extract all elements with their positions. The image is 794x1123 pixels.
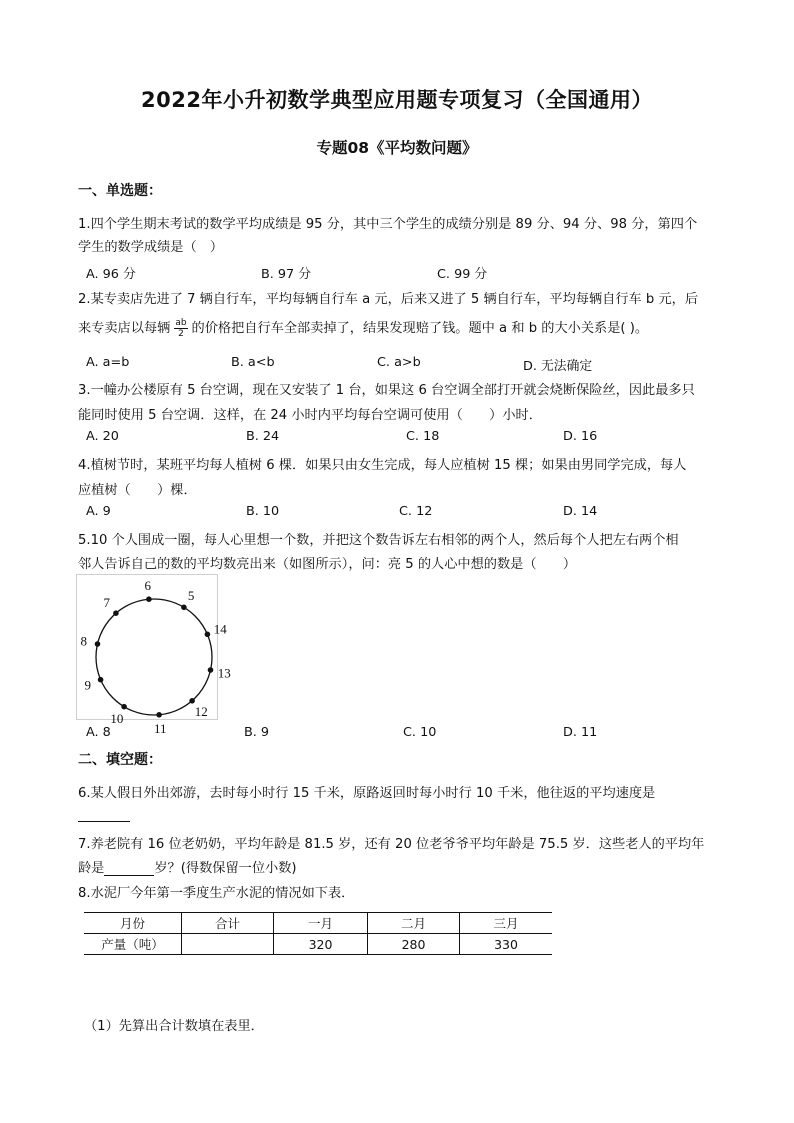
table-header-cell: 一月 <box>274 913 368 934</box>
circle-point <box>95 641 101 647</box>
question-5-option-d: D. 11 <box>563 725 598 740</box>
circle-number-label: 11 <box>154 721 167 737</box>
question-4-option-d: D. 14 <box>563 504 598 519</box>
circle-number-label: 13 <box>217 665 231 681</box>
circle-point <box>98 677 104 683</box>
question-4-line-2: 应植树（ ）棵． <box>78 483 197 498</box>
question-1-option-c: C. 99 分 <box>437 267 488 282</box>
question-3-option-d: D. 16 <box>563 429 598 444</box>
circle-number-label: 12 <box>194 703 208 719</box>
question-7-line-1: 7.养老院有 16 位老奶奶，平均年龄是 81.5 岁，还有 20 位老爷爷平均年龄是 75.5 岁．这些老人的平均年 <box>78 837 705 852</box>
question-7-line-2-end: 岁？(得数保留一位小数) <box>154 861 297 876</box>
circle-outline <box>96 599 212 715</box>
question-1-line-2: 学生的数学成绩是（ ） <box>78 240 224 255</box>
question-7-line-2 <box>78 857 297 876</box>
question-2-line-2-start: 来专卖店以每辆 <box>78 321 171 336</box>
table-header-cell: 二月 <box>368 913 460 934</box>
question-2-option-d: D. 无法确定 <box>523 359 593 374</box>
question-7-line-2-start: 龄是 <box>78 861 105 876</box>
fraction-ab-over-2: $\frac{ab}{2}$ <box>175 317 187 339</box>
circle-point <box>121 704 127 710</box>
question-3-line-1: 3.一幢办公楼原有 5 台空调，现在又安装了 1 台，如果这 6 台空调全部打开就会烧断保险丝，因此最多只 <box>78 383 695 398</box>
table-cell: 320 <box>274 934 368 955</box>
circle-number-label: 10 <box>110 711 124 727</box>
question-5-option-a: A. 8 <box>86 725 111 740</box>
table-header-cell: 月份 <box>84 913 182 934</box>
circle-point <box>208 667 214 673</box>
table-cell: 330 <box>460 934 553 955</box>
question-6-line-1: 6.某人假日外出郊游，去时每小时行 15 千米，原路返回时每小时行 10 千米，他往返的平均速度是 <box>78 786 656 801</box>
question-1-option-a: A. 96 分 <box>86 267 136 282</box>
question-2-option-b: B. a<b <box>231 355 275 370</box>
table-cell: 280 <box>368 934 460 955</box>
table-header-cell: 合计 <box>182 913 274 934</box>
question-4-line-1: 4.植树节时，某班平均每人植树 6 棵．如果只由女生完成，每人应植树 15 棵；如果由男同学完成，每人 <box>78 458 687 473</box>
question-8-line-1: 8.水泥厂今年第一季度生产水泥的情况如下表． <box>78 886 355 901</box>
circle-point <box>156 712 162 718</box>
question-4-option-a: A. 9 <box>86 504 111 519</box>
question-2-option-a: A. a=b <box>86 355 130 370</box>
question-6-answer-blank[interactable] <box>78 809 130 822</box>
question-2-line-1: 2.某专卖店先进了 7 辆自行车，平均每辆自行车 a 元，后来又进了 5 辆自行车，平均每辆自行车 b 元，后 <box>78 292 699 307</box>
circle-number-label: 5 <box>187 587 195 603</box>
circle-number-label: 14 <box>213 621 227 637</box>
question-1-option-b: B. 97 分 <box>261 267 312 282</box>
table-row <box>84 934 552 955</box>
table-header-row <box>84 913 552 934</box>
circle-point <box>113 610 119 616</box>
question-7-answer-blank[interactable] <box>104 863 154 876</box>
circle-number-label: 9 <box>84 677 91 693</box>
question-5-option-c: C. 10 <box>403 725 437 740</box>
circle-labels <box>81 578 231 736</box>
section-heading-single-choice: 一、单选题： <box>78 183 162 199</box>
question-2-line-2-end: 的价格把自行车全部卖掉了，结果发现赔了钱。题中 a 和 b 的大小关系是( )。 <box>191 321 649 336</box>
circle-number-label: 6 <box>144 577 151 593</box>
question-3-line-2: 能同时使用 5 台空调．这样，在 24 小时内平均每台空调可使用（ ）小时． <box>78 408 542 423</box>
cement-production-table <box>84 912 552 955</box>
circle-points <box>95 596 214 717</box>
question-8-sub-1: （1）先算出合计数填在表里． <box>84 1019 264 1034</box>
question-3-option-b: B. 24 <box>246 429 280 444</box>
question-2-option-c: C. a>b <box>377 355 421 370</box>
question-5-line-2: 邻人告诉自己的数的平均数亮出来（如图所示），问：亮 5 的人心中想的数是（ ） <box>78 557 577 572</box>
question-3-option-c: C. 18 <box>406 429 440 444</box>
circle-point <box>181 605 187 611</box>
question-5-option-b: B. 9 <box>244 725 270 740</box>
page-subtitle: 专题08《平均数问题》 <box>316 139 478 157</box>
circle-point <box>205 632 211 638</box>
question-5-line-1: 5.10 个人围成一圈，每人心里想一个数，并把这个数告诉左右相邻的两个人，然后每个人把左右两个相 <box>78 533 679 548</box>
circle-point <box>189 698 195 704</box>
question-4-option-b: B. 10 <box>246 504 280 519</box>
table-cell: 产量（吨） <box>84 934 182 955</box>
page-title: 2022年小升初数学典型应用题专项复习（全国通用） <box>141 88 653 112</box>
circle-number-label: 8 <box>80 633 88 649</box>
question-2-line-2 <box>78 317 648 339</box>
section-heading-fill-blank: 二、填空题： <box>78 752 162 768</box>
table-header-cell: 三月 <box>460 913 553 934</box>
question-3-option-a: A. 20 <box>86 429 119 444</box>
question-1-line-1: 1.四个学生期末考试的数学平均成绩是 95 分，其中三个学生的成绩分别是 89 分、94 分、98 分，第四个 <box>78 217 698 232</box>
circle-point <box>146 596 152 602</box>
table-cell-total-blank[interactable] <box>182 934 274 955</box>
circle-number-label: 7 <box>103 595 111 611</box>
question-4-option-c: C. 12 <box>399 504 433 519</box>
